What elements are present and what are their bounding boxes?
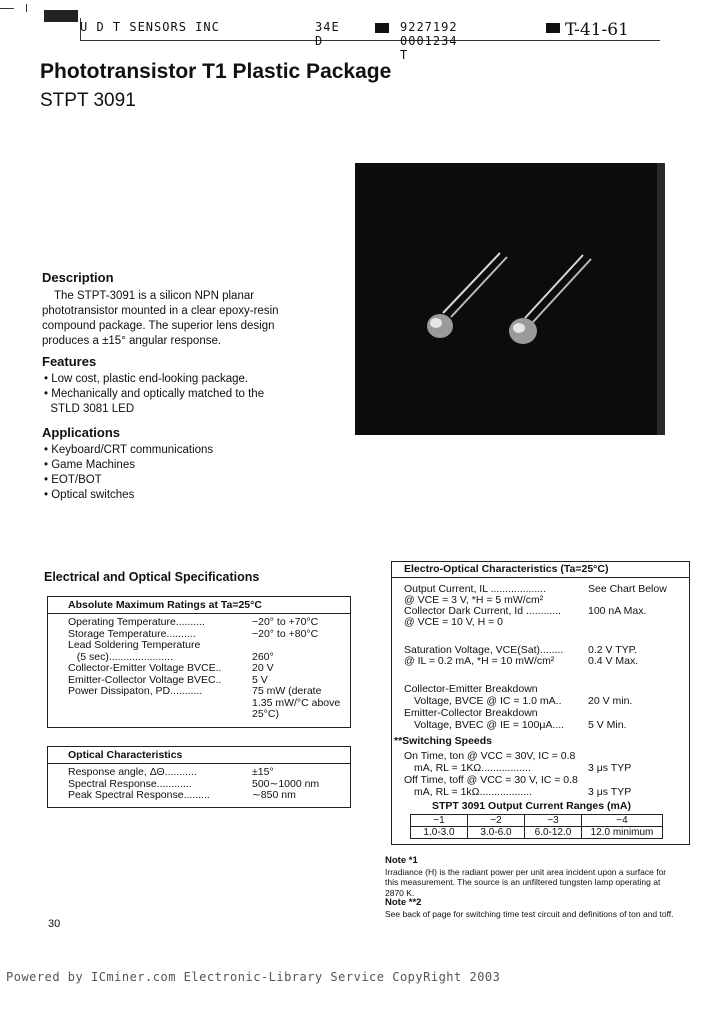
header-mark: [26, 4, 27, 12]
features-heading: Features: [42, 354, 97, 369]
range-header: −2: [468, 815, 525, 827]
eo-param: Voltage, BVCE @ IC = 1.0 mA..: [414, 695, 562, 707]
eo-param: **Switching Speeds: [394, 735, 493, 747]
description-line: produces a ±15° angular response.: [42, 335, 222, 347]
eo-value: 0.2 V TYP.: [588, 644, 638, 656]
value: −20° to +80°C: [252, 627, 319, 640]
range-value: 1.0-3.0: [411, 827, 468, 839]
header-code: 34E D: [315, 20, 340, 48]
value: 25°C): [252, 708, 279, 720]
param: Operating Temperature..........: [68, 616, 205, 628]
abs-max-heading: Absolute Maximum Ratings at Ta=25°C: [48, 597, 350, 614]
output-current-ranges: [410, 814, 663, 839]
eo-param: Voltage, BVEC @ IE = 100μA....: [414, 719, 565, 731]
value: ±15°: [252, 766, 274, 778]
abs-max-table: [47, 596, 351, 728]
param: Lead Soldering Temperature: [68, 639, 201, 651]
param: Collector-Emitter Voltage BVCE..: [68, 662, 222, 674]
page-number: 30: [48, 918, 61, 930]
eo-value: 3 μs TYP: [588, 786, 632, 798]
eo-param: Emitter-Collector Breakdown: [404, 707, 538, 719]
header-bar: [80, 20, 458, 62]
eo-value: 3 μs TYP: [588, 762, 632, 774]
features-list: [44, 372, 264, 417]
eo-param: Saturation Voltage, VCE(Sat)........: [404, 644, 564, 656]
param: Peak Spectral Response.........: [68, 789, 210, 801]
list-item: STLD 3081 LED: [50, 403, 135, 415]
note-1-title: Note *1: [385, 855, 418, 866]
company-logo: [44, 10, 78, 22]
ranges-title: STPT 3091 Output Current Ranges (mA): [432, 800, 631, 812]
table-row: [48, 709, 350, 721]
table-row: [411, 815, 663, 827]
range-header: −3: [525, 815, 582, 827]
description-line: The STPT-3091 is a silicon NPN planar: [54, 290, 255, 302]
eo-param: Collector Dark Current, Id ............: [404, 605, 561, 617]
list-item: • Keyboard/CRT communications: [44, 443, 213, 458]
range-header: −1: [411, 815, 468, 827]
param: Emitter-Collector Voltage BVEC..: [68, 673, 222, 686]
description-heading: Description: [42, 270, 114, 285]
eo-value: 5 V Min.: [588, 719, 627, 731]
range-value: 3.0-6.0: [468, 827, 525, 839]
eo-value: 20 V min.: [588, 695, 633, 707]
value: 75 mW (derate: [252, 685, 322, 697]
param: Storage Temperature..........: [68, 627, 196, 640]
note-2-text: See back of page for switching time test circuit and definitions of ton and toff.: [385, 908, 674, 919]
eo-param: mA, RL = 1kΩ..................: [414, 786, 533, 798]
footer-credit: Powered by ICminer.com Electronic-Library Service CopyRight 2003: [6, 970, 501, 984]
part-number: STPT 3091: [40, 90, 136, 111]
header-docnum: 9227192 0001234 T: [400, 20, 458, 62]
param: Response angle, ΔΘ...........: [68, 766, 197, 778]
header-rule: [80, 40, 660, 41]
eo-param: @ VCE = 3 V, *H = 5 mW/cm²: [404, 594, 544, 606]
table-row: [411, 827, 663, 839]
table-row: [48, 686, 350, 698]
eo-value: 100 nA Max.: [588, 605, 647, 617]
value: ∼850 nm: [252, 789, 296, 801]
optical-table: [47, 746, 351, 808]
table-row: [48, 617, 350, 629]
range-header: −4: [582, 815, 663, 827]
value: 5 V: [252, 673, 268, 686]
product-photo: [355, 163, 665, 435]
list-item: • Mechanically and optically matched to the: [44, 387, 264, 402]
eo-heading: Electro-Optical Characteristics (Ta=25°C): [392, 562, 689, 578]
range-value: 12.0 minimum: [582, 827, 663, 839]
param: Power Dissipaton, PD...........: [68, 685, 203, 697]
header-stamp: T-41-61: [565, 20, 629, 40]
eo-param: Output Current, IL ...................: [404, 583, 546, 595]
phototransistor-image: [355, 163, 665, 435]
value: 260°: [252, 650, 274, 663]
eo-param: Collector-Emitter Breakdown: [404, 683, 538, 695]
page-title: Phototransistor T1 Plastic Package: [40, 60, 392, 83]
note-2-title: Note **2: [385, 897, 422, 908]
eo-param: mA, RL = 1KΩ.................: [414, 762, 531, 774]
param: (5 sec)......................: [68, 650, 174, 663]
description-line: phototransistor mounted in a clear epoxy-resin: [42, 305, 279, 317]
redaction-block: [375, 23, 389, 33]
applications-list: [44, 443, 213, 503]
value: 20 V: [252, 662, 274, 674]
specs-heading: Electrical and Optical Specifications: [44, 570, 260, 584]
table-row: [48, 663, 350, 675]
value: 1.35 mW/°C above: [252, 696, 341, 709]
redaction-block: [546, 23, 560, 33]
table-row: [48, 790, 350, 802]
electro-optical-table: [391, 561, 690, 845]
list-item: • Game Machines: [44, 458, 213, 473]
table-row: [48, 767, 350, 779]
description-text: [42, 289, 279, 349]
description-line: compound package. The superior lens design: [42, 320, 275, 332]
param: Spectral Response............: [68, 777, 192, 790]
table-row: [48, 640, 350, 652]
eo-param: @ VCE = 10 V, H = 0: [404, 616, 503, 628]
notes: [385, 856, 675, 919]
list-item: • EOT/BOT: [44, 473, 213, 488]
eo-value: 0.4 V Max.: [588, 655, 639, 667]
header-mark: [0, 8, 14, 9]
note-1-text: Irradiance (H) is the radiant power per unit area incident upon a surface for this measurement. The source is an unfiltered tungsten lamp operating at 2870 K.: [385, 866, 667, 898]
list-item: • Optical switches: [44, 488, 213, 503]
table-row: [48, 698, 350, 710]
value: 500∼1000 nm: [252, 777, 320, 790]
eo-param: On Time, ton @ VCC = 30V, IC = 0.8: [404, 750, 576, 762]
eo-value: See Chart Below: [588, 583, 667, 595]
optical-heading: Optical Characteristics: [48, 747, 350, 764]
applications-heading: Applications: [42, 425, 121, 440]
list-item: • Low cost, plastic end-looking package.: [44, 372, 264, 387]
value: −20° to +70°C: [252, 616, 319, 628]
eo-param: @ IL = 0.2 mA, *H = 10 mW/cm²: [404, 655, 555, 667]
company-name: U D T SENSORS INC: [80, 20, 220, 34]
eo-param: Off Time, toff @ VCC = 30 V, IC = 0.8: [404, 774, 578, 786]
range-value: 6.0-12.0: [525, 827, 582, 839]
